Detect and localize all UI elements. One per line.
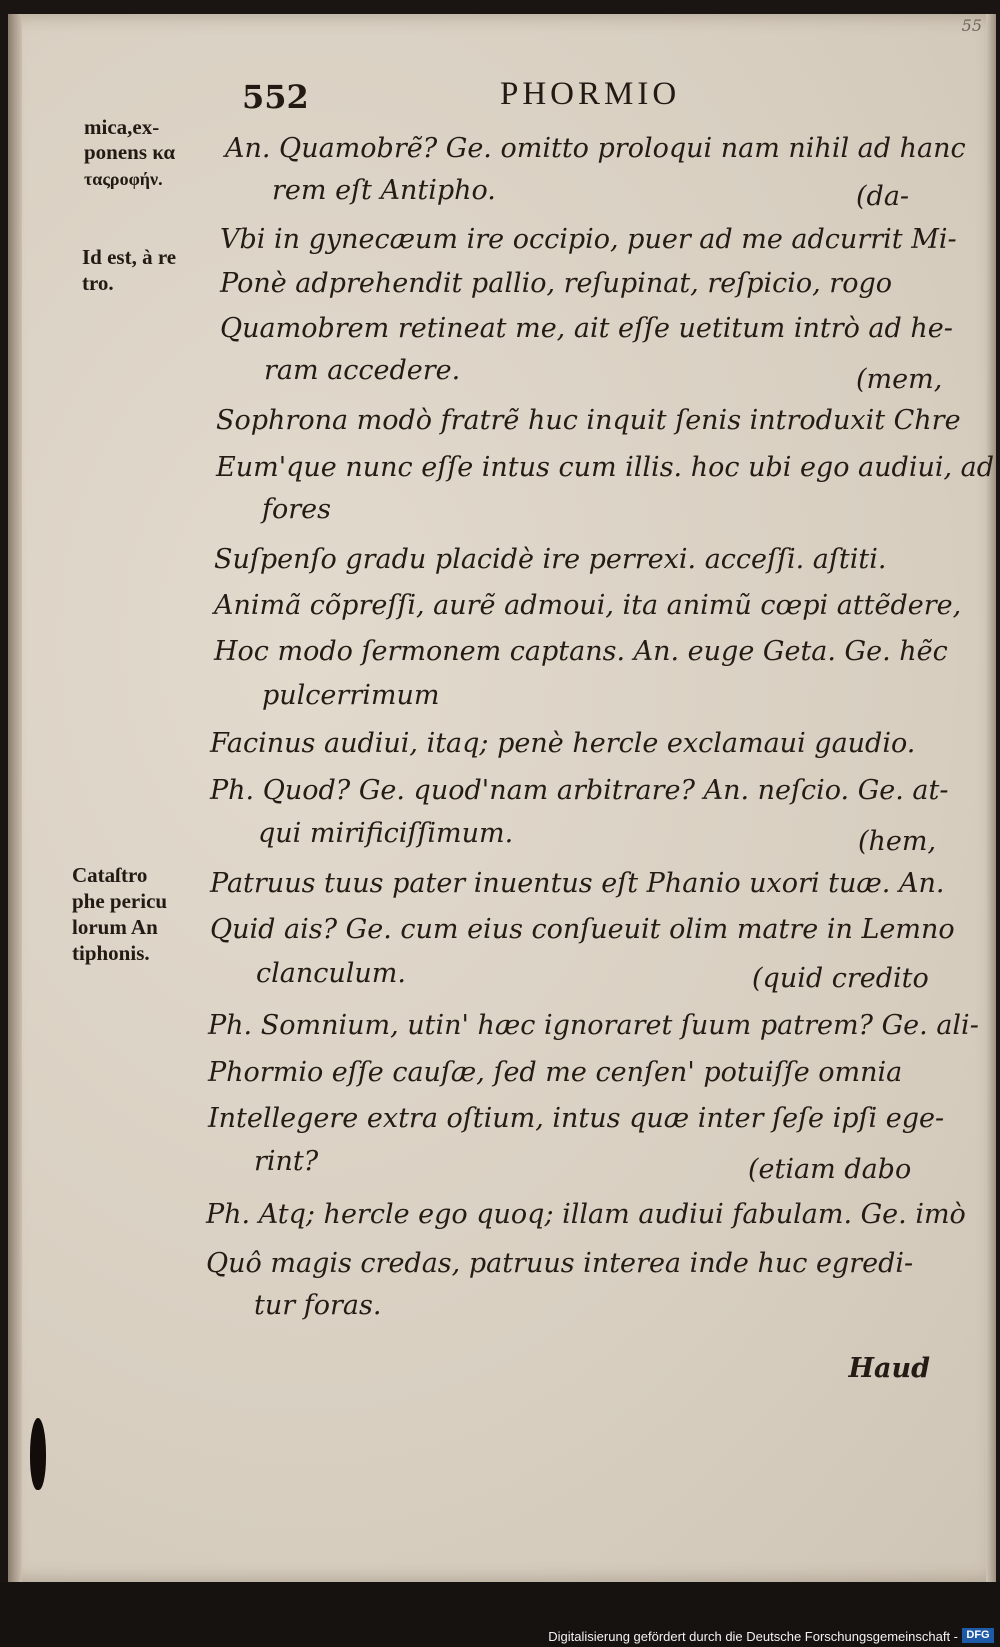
marginal-note: phe pericu — [72, 889, 168, 913]
text-line: (mem, — [856, 364, 943, 395]
text-line: ram accedere. — [264, 355, 461, 386]
text-line: (da- — [856, 181, 910, 212]
text-line: (quid credito — [752, 963, 929, 994]
text-line: Phormio eſſe cauſæ, ſed me cenſen' potuiſſe omnia — [208, 1057, 903, 1088]
dfg-logo-icon: DFG — [962, 1628, 994, 1643]
marginal-note: Cataſtro — [72, 863, 148, 887]
text-line: Ponè adprehendit pallio, reſupinat, reſpicio, rogo — [220, 268, 893, 299]
marginal-note: ponens κα — [84, 140, 176, 164]
running-header — [220, 68, 910, 118]
text-line: qui mirificiſſimum. — [258, 818, 514, 849]
text-line: (etiam dabo — [748, 1154, 912, 1185]
page-gutter — [8, 14, 22, 1582]
text-line: Facinus audiui, itaq; penè hercle exclamaui gaudio. — [210, 728, 916, 759]
funding-notice: Digitalisierung gefördert durch die Deutsche Forschungsgemeinschaft - — [548, 1629, 958, 1644]
marginal-note: lorum An — [72, 915, 158, 939]
text-line: rint? — [254, 1146, 319, 1177]
catchword: Haud — [848, 1353, 930, 1384]
text-line: Quid ais? Ge. cum eius conſueuit olim matre in Lemno — [210, 914, 955, 945]
text-line: Hoc modo ſermonem captans. An. euge Geta. Ge. hẽc — [214, 636, 948, 667]
text-line: Quamobrem retineat me, ait eſſe uetitum intrò ad he- — [220, 313, 953, 344]
text-line: Sophrona modò fratrẽ huc inquit ſenis introduxit Chre — [216, 405, 961, 436]
text-line: Suſpenſo gradu placidè ire perrexi. acceſſi. aſtiti. — [214, 544, 887, 575]
text-line: Ph. Somnium, utin' hæc ignoraret ſuum patrem? Ge. ali- — [208, 1010, 979, 1041]
marginal-note: tro. — [82, 271, 114, 295]
text-line: Patruus tuus pater inuentus eſt Phanio uxori tuæ. An. — [210, 868, 945, 899]
text-line: An. Quamobrẽ? Ge. omitto proloqui nam nihil ad hanc — [225, 133, 966, 164]
running-title: PHORMIO — [500, 76, 681, 112]
text-line: Ph. Atq; hercle ego quoq; illam audiui fabulam. Ge. imò — [206, 1199, 966, 1230]
text-line: fores — [262, 494, 331, 525]
text-line: Ph. Quod? Ge. quod'nam arbitrare? An. neſcio. Ge. at- — [210, 775, 949, 806]
text-line: rem eſt Antipho. — [272, 175, 496, 206]
page-edge — [986, 14, 996, 1582]
text-line: Animã cõpreſſi, aurẽ admoui, ita animũ cœpi attẽdere, — [214, 590, 962, 621]
text-line: Intellegere extra oſtium, intus quæ inter ſeſe ipſi ege- — [208, 1103, 945, 1134]
marginal-note: Id est, à re — [82, 245, 177, 269]
text-line: pulcerrimum — [262, 680, 440, 711]
corner-page-number: 55 — [961, 16, 982, 35]
text-line: Vbi in gynecæum ire occipio, puer ad me adcurrit Mi- — [220, 224, 957, 255]
marginal-note: tiphonis. — [72, 941, 150, 965]
text-line: (hem, — [858, 826, 937, 857]
text-line: tur foras. — [254, 1290, 382, 1321]
text-line: Quô magis credas, patruus interea inde huc egredi- — [206, 1248, 914, 1279]
marginal-note: ταςροφήν. — [84, 169, 163, 189]
text-line: Eum'que nunc eſſe intus cum illis. hoc ubi ego audiui, ad — [216, 452, 995, 483]
text-line: clanculum. — [256, 958, 406, 989]
page-number: 552 — [242, 78, 309, 116]
marginal-note: mica,ex- — [84, 115, 160, 139]
ink-blot — [30, 1418, 46, 1490]
footer-bar — [0, 1582, 1000, 1647]
